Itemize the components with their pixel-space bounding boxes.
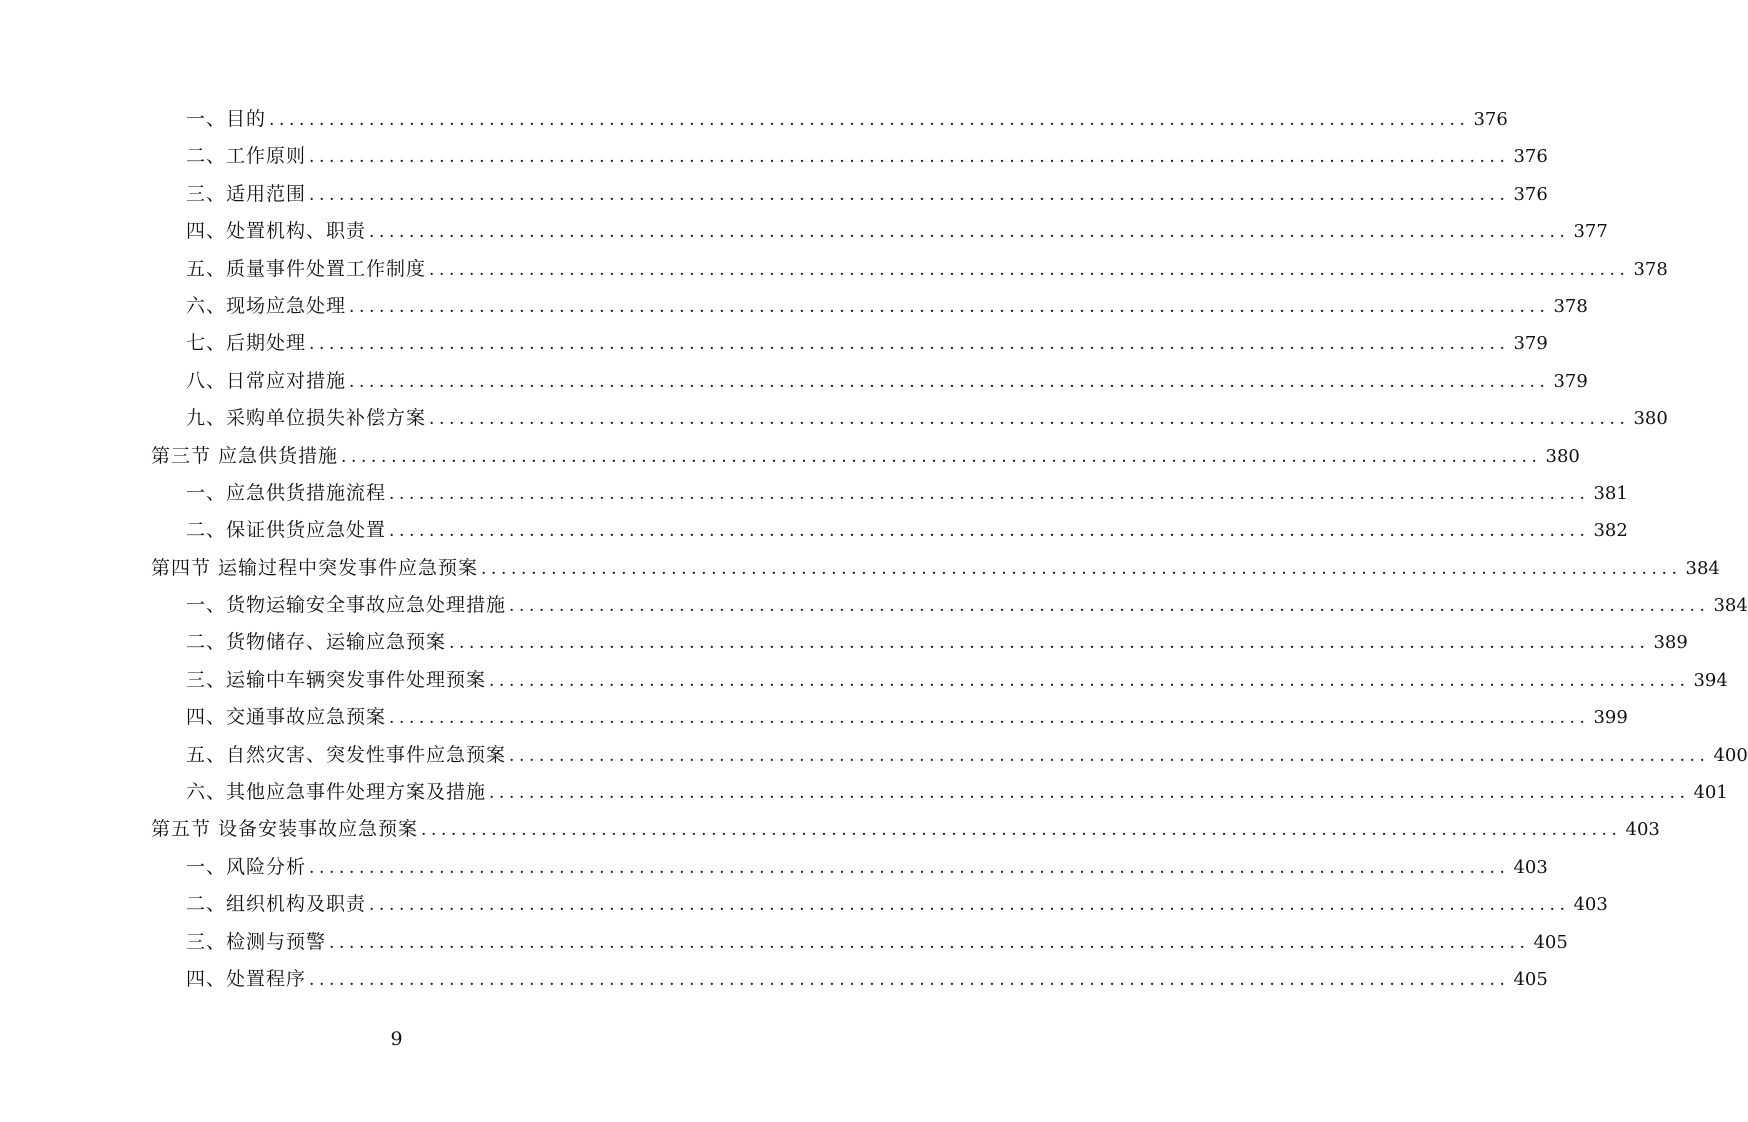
page-number: 9 xyxy=(390,1028,403,1050)
toc-dot-leader: ........................................................................................................................ xyxy=(389,521,1590,542)
toc-page-number: 376 xyxy=(1473,109,1508,130)
toc-page-number: 382 xyxy=(1593,520,1628,542)
toc-entry-row[interactable] xyxy=(0,363,1588,400)
toc-page-number: 376 xyxy=(1513,183,1548,205)
toc-entry-title: 一、风险分析 xyxy=(186,855,307,878)
toc-page-number: 403 xyxy=(1625,819,1660,841)
toc-dot-leader: ........................................................................................................................ xyxy=(349,371,1550,392)
toc-entry-row[interactable] xyxy=(0,924,1568,961)
toc-dot-leader: ........................................................................................................................ xyxy=(429,409,1630,430)
toc-page-number: 405 xyxy=(1533,931,1568,953)
toc-entry-row[interactable] xyxy=(0,325,1548,362)
toc-entry-row[interactable] xyxy=(0,662,1728,699)
toc-entry-title: 二、工作原则 xyxy=(186,145,307,168)
toc-dot-leader: ........................................................................................................................ xyxy=(489,783,1690,804)
toc-page-number: 381 xyxy=(1593,482,1628,504)
toc-page-number: 389 xyxy=(1653,632,1688,654)
toc-entry-title: 五、自然灾害、突发性事件应急预案 xyxy=(186,743,507,766)
toc-page-number: 403 xyxy=(1513,856,1548,878)
toc-dot-leader: ........................................................................................................................ xyxy=(269,110,1470,130)
toc-page-number: 379 xyxy=(1513,333,1548,355)
toc-entry-row[interactable] xyxy=(0,213,1608,250)
toc-page-number: 380 xyxy=(1633,408,1668,430)
toc-entry-title: 一、应急供货措施流程 xyxy=(186,481,387,504)
toc-entry-row[interactable] xyxy=(0,774,1728,811)
toc-entry-title: 八、日常应对措施 xyxy=(186,369,347,392)
toc-page-number: 380 xyxy=(1545,445,1580,467)
toc-page-number: 384 xyxy=(1685,557,1720,579)
toc-dot-leader: ........................................................................................................................ xyxy=(481,558,1682,579)
toc-dot-leader: ........................................................................................................................ xyxy=(369,222,1570,243)
toc-dot-leader: ........................................................................................................................ xyxy=(389,708,1590,729)
toc-dot-leader: ........................................................................................................................ xyxy=(309,184,1510,205)
toc-entry-row[interactable] xyxy=(0,176,1548,213)
toc-entry-title: 一、目的 xyxy=(186,108,267,130)
toc-dot-leader: ........................................................................................................................ xyxy=(389,483,1590,504)
toc-entry-title: 七、后期处理 xyxy=(186,332,307,355)
toc-entry-row[interactable] xyxy=(0,512,1628,549)
toc-entry-row[interactable] xyxy=(0,737,1748,774)
toc-page-number: 384 xyxy=(1713,595,1748,617)
toc-entry-row[interactable] xyxy=(0,699,1628,736)
toc-entry-title: 第五节 设备安装事故应急预案 xyxy=(151,818,419,841)
toc-dot-leader: ........................................................................................................................ xyxy=(449,633,1650,654)
toc-entry-row[interactable] xyxy=(0,251,1668,288)
toc-section-row[interactable] xyxy=(0,811,1660,848)
toc-section-row[interactable] xyxy=(0,550,1720,587)
toc-page-number: 379 xyxy=(1553,370,1588,392)
toc-dot-leader: ........................................................................................................................ xyxy=(341,446,1542,467)
toc-dot-leader: ........................................................................................................................ xyxy=(369,895,1570,916)
toc-entry-row[interactable] xyxy=(0,138,1548,175)
toc-page-number: 405 xyxy=(1513,968,1548,990)
toc-entry-title: 三、运输中车辆突发事件处理预案 xyxy=(186,668,487,691)
toc-dot-leader: ........................................................................................................................ xyxy=(421,820,1622,841)
toc-entry-title: 九、采购单位损失补偿方案 xyxy=(186,407,427,430)
toc-entry-title: 四、处置机构、职责 xyxy=(186,220,367,243)
toc-entry-title: 二、货物储存、运输应急预案 xyxy=(186,631,447,654)
toc-entry-row[interactable] xyxy=(0,475,1628,512)
toc-entry-title: 六、现场应急处理 xyxy=(186,294,347,317)
toc-entry-row[interactable] xyxy=(0,288,1588,325)
toc-dot-leader: ........................................................................................................................ xyxy=(429,259,1630,280)
toc-page-number: 378 xyxy=(1553,295,1588,317)
toc-entry-title: 第三节 应急供货措施 xyxy=(151,444,339,467)
toc-page-number: 400 xyxy=(1713,744,1748,766)
toc-entry-title: 六、其他应急事件处理方案及措施 xyxy=(186,781,487,804)
toc-dot-leader: ........................................................................................................................ xyxy=(349,296,1550,317)
toc-page-number: 394 xyxy=(1693,669,1728,691)
toc-entry-row[interactable] xyxy=(0,400,1668,437)
toc-dot-leader: ........................................................................................................................ xyxy=(309,857,1510,878)
toc-dot-leader: ........................................................................................................................ xyxy=(489,670,1690,691)
toc-page-number: 401 xyxy=(1693,782,1728,804)
toc-entry-title: 一、货物运输安全事故应急处理措施 xyxy=(186,594,507,617)
toc-page-number: 403 xyxy=(1573,894,1608,916)
toc-entry-row[interactable] xyxy=(0,101,1508,138)
toc-entry-title: 第四节 运输过程中突发事件应急预案 xyxy=(151,556,479,579)
toc-entry-title: 三、检测与预警 xyxy=(186,930,327,953)
toc-entry-title: 四、交通事故应急预案 xyxy=(186,706,387,729)
toc-page-number: 377 xyxy=(1573,221,1608,243)
toc-page-number: 378 xyxy=(1633,258,1668,280)
toc-dot-leader: ........................................................................................................................ xyxy=(309,969,1510,990)
toc-entry-row[interactable] xyxy=(0,886,1608,923)
toc-section-row[interactable] xyxy=(0,438,1580,475)
toc-entry-row[interactable] xyxy=(0,961,1548,998)
toc-dot-leader: ........................................................................................................................ xyxy=(309,334,1510,355)
toc-dot-leader: ........................................................................................................................ xyxy=(329,932,1530,953)
toc-entry-title: 二、保证供货应急处置 xyxy=(186,519,387,542)
toc-dot-leader: ........................................................................................................................ xyxy=(309,147,1510,168)
toc-entry-row[interactable] xyxy=(0,849,1548,886)
toc-entry-row[interactable] xyxy=(0,587,1748,624)
table-of-contents xyxy=(0,101,1748,998)
toc-entry-title: 四、处置程序 xyxy=(186,967,307,990)
toc-entry-title: 三、适用范围 xyxy=(186,182,307,205)
toc-entry-title: 五、质量事件处置工作制度 xyxy=(186,257,427,280)
toc-dot-leader: ........................................................................................................................ xyxy=(509,745,1710,766)
toc-page-number: 376 xyxy=(1513,146,1548,168)
toc-dot-leader: ........................................................................................................................ xyxy=(509,596,1710,617)
toc-entry-row[interactable] xyxy=(0,624,1688,661)
toc-page-number: 399 xyxy=(1593,707,1628,729)
toc-entry-title: 二、组织机构及职责 xyxy=(186,893,367,916)
